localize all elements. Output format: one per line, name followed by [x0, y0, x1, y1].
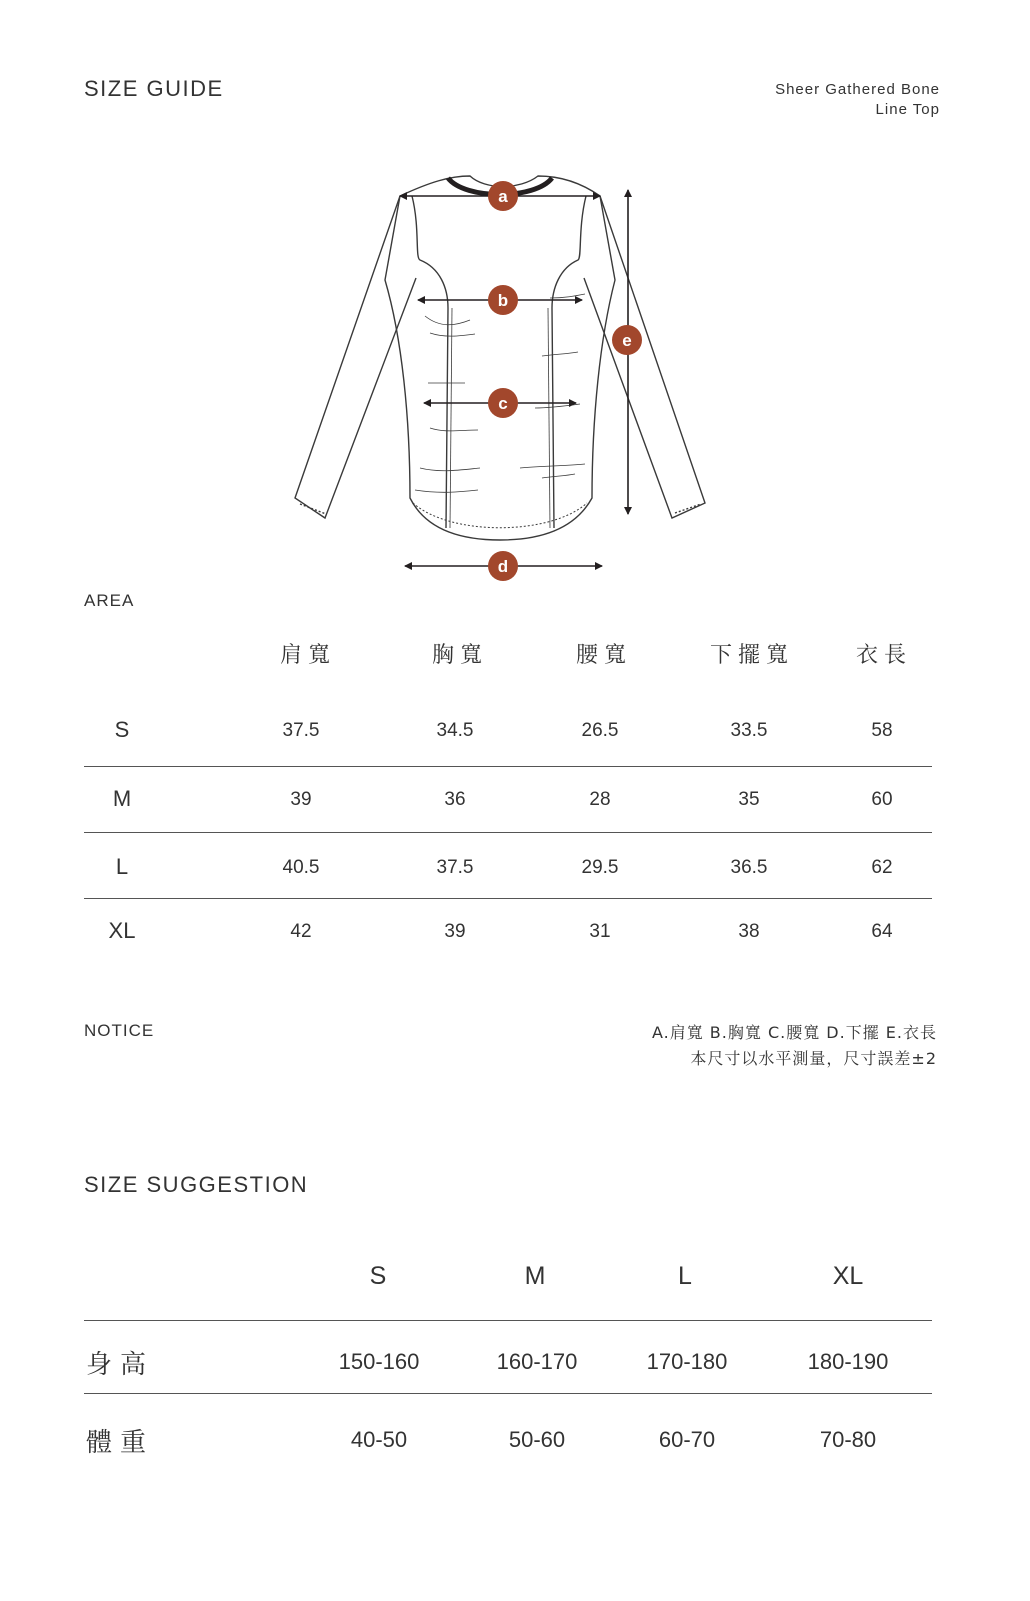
marker-hem-label: d: [497, 557, 509, 576]
col-header-hem: 下擺寬: [709, 643, 794, 668]
table-cell: 37.5: [436, 857, 474, 878]
col-header-length: 衣長: [855, 643, 912, 668]
table-cell: 40-50: [350, 1427, 408, 1452]
page-title: SIZE GUIDE: [84, 76, 224, 101]
marker-length-label: e: [622, 331, 632, 350]
table-cell: 60: [871, 789, 893, 810]
table-cell: 40.5: [282, 857, 320, 878]
table-cell: 58: [871, 720, 893, 741]
table-cell: 50-60: [508, 1427, 566, 1452]
row-size-label: L: [115, 854, 129, 879]
table-cell: 70-80: [819, 1427, 877, 1452]
marker-chest-label: b: [497, 291, 509, 310]
suggest-col-header: M: [524, 1262, 546, 1290]
table-cell: 31: [589, 921, 611, 942]
suggest-col-header: S: [369, 1262, 387, 1290]
col-header-chest: 胸寬: [431, 643, 488, 668]
table-cell: 170-180: [646, 1349, 728, 1374]
notice-line-1: A.肩寬 B.胸寬 C.腰寬 D.下擺 E.衣長: [651, 1023, 937, 1042]
notice-text: [652, 1020, 937, 1072]
col-header-shoulder: 肩寬: [279, 643, 336, 668]
notice-line-2: 本尺寸以水平測量，尺寸誤差±2: [690, 1049, 937, 1068]
table-cell: 62: [871, 857, 893, 878]
row-divider: [84, 832, 932, 833]
area-label: AREA: [84, 591, 135, 610]
row-size-label: M: [112, 786, 132, 811]
suggest-col-header: L: [678, 1262, 692, 1290]
product-name-line1: Sheer Gathered Bone: [775, 81, 940, 98]
marker-waist-label: c: [498, 394, 508, 413]
table-cell: 36.5: [730, 857, 768, 878]
table-cell: 64: [871, 921, 893, 942]
size-suggestion-title: SIZE SUGGESTION: [84, 1172, 309, 1197]
notice-label: NOTICE: [84, 1021, 155, 1040]
row-size-label: S: [114, 717, 130, 742]
table-cell: 38: [738, 921, 760, 942]
table-cell: 36: [444, 789, 466, 810]
col-header-waist: 腰寬: [575, 643, 632, 668]
marker-shoulder-label: a: [498, 187, 508, 206]
table-cell: 60-70: [658, 1427, 716, 1452]
table-cell: 33.5: [730, 720, 768, 741]
table-cell: 39: [290, 789, 312, 810]
measurement-markers: [488, 181, 642, 581]
table-cell: 42: [290, 921, 312, 942]
table-cell: 37.5: [282, 720, 320, 741]
table-cell: 160-170: [496, 1349, 578, 1374]
row-divider: [84, 1320, 932, 1321]
table-cell: 150-160: [338, 1349, 420, 1374]
product-name: [775, 80, 940, 120]
table-cell: 34.5: [436, 720, 474, 741]
table-cell: 39: [444, 921, 466, 942]
height-label: 身高: [86, 1350, 155, 1380]
row-divider: [84, 1393, 932, 1394]
weight-label: 體重: [86, 1428, 155, 1458]
row-divider: [84, 766, 932, 767]
row-size-label: XL: [108, 918, 136, 943]
suggest-col-header: XL: [832, 1262, 864, 1290]
table-cell: 28: [589, 789, 611, 810]
product-name-line2: Line Top: [875, 101, 940, 118]
table-cell: 35: [738, 789, 760, 810]
garment-diagram: [280, 168, 720, 588]
table-cell: 180-190: [807, 1349, 889, 1374]
table-cell: 26.5: [581, 720, 619, 741]
table-cell: 29.5: [581, 857, 619, 878]
garment-outline: [295, 176, 705, 540]
row-divider: [84, 898, 932, 899]
measurement-lines: [400, 190, 628, 566]
